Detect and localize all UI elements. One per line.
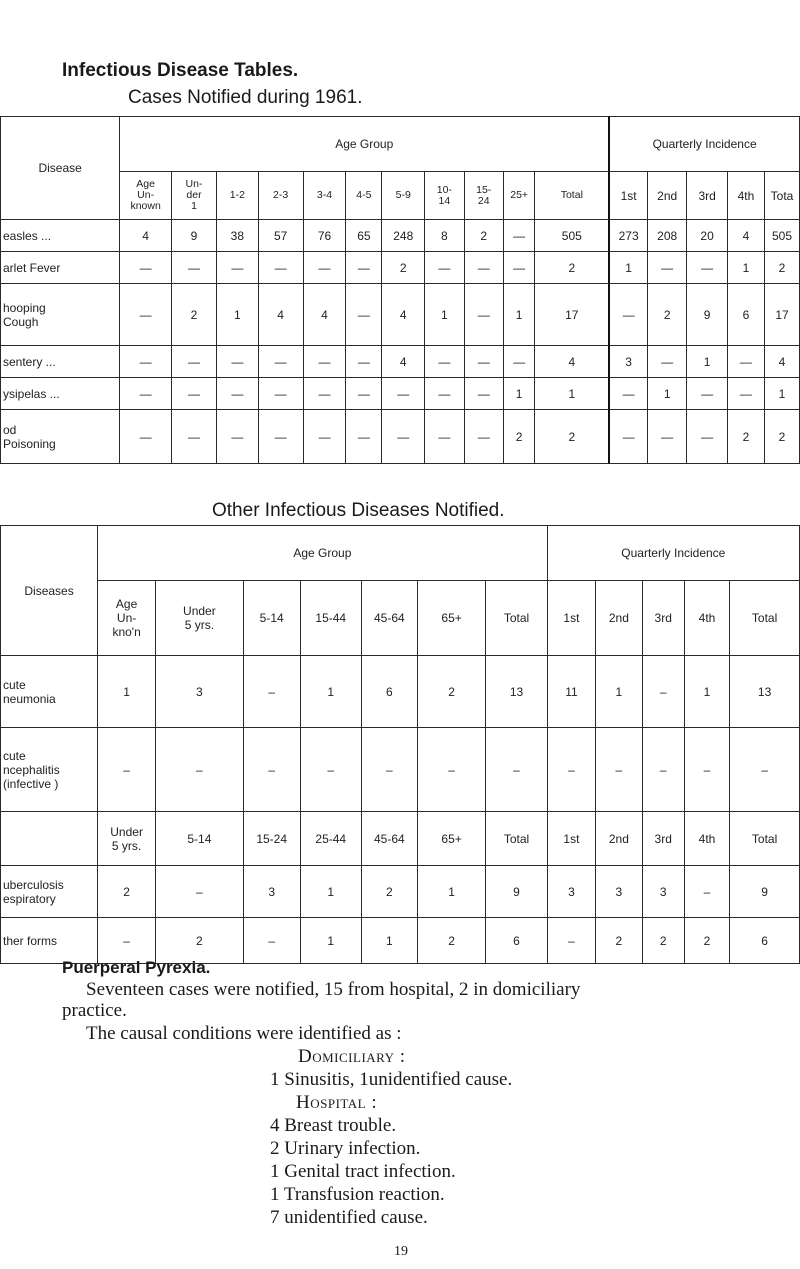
- column-header: Total: [486, 812, 547, 866]
- row-label: sentery ...: [1, 346, 120, 378]
- table-cell: 1: [425, 284, 464, 346]
- table-cell: 2: [535, 252, 609, 284]
- table-cell: –: [642, 656, 684, 728]
- table-cell: 2: [642, 918, 684, 964]
- table-row: [1, 866, 800, 918]
- table-row: [1, 220, 800, 252]
- table-cell: 6: [361, 656, 417, 728]
- hospital-label: Hospital :: [296, 1092, 378, 1113]
- table-cell: —: [425, 346, 464, 378]
- table-cell: 1: [764, 378, 799, 410]
- disease-header: Disease: [1, 117, 120, 220]
- table-cell: —: [687, 410, 728, 464]
- table-cell: —: [464, 284, 503, 346]
- table-cell: 13: [730, 656, 800, 728]
- table-cell: 17: [535, 284, 609, 346]
- table-cell: 2: [764, 410, 799, 464]
- table-cell: 2: [417, 656, 486, 728]
- table-cell: —: [120, 410, 172, 464]
- age-group-header: Age Group: [120, 117, 609, 172]
- table-cell: 65: [346, 220, 382, 252]
- table-cell: —: [687, 252, 728, 284]
- table-cell: 2: [684, 918, 729, 964]
- table-cell: 2: [535, 410, 609, 464]
- age-column-header: 2-3: [258, 172, 303, 220]
- table-cell: 11: [547, 656, 596, 728]
- age-column-header: 10- 14: [425, 172, 464, 220]
- table-row: [1, 252, 800, 284]
- table-cell: —: [172, 346, 217, 378]
- table-cell: 1: [687, 346, 728, 378]
- table-cell: 2: [503, 410, 535, 464]
- table-cell: —: [503, 252, 535, 284]
- table-cell: –: [684, 728, 729, 812]
- table-cell: —: [687, 378, 728, 410]
- row-label: od Poisoning: [1, 410, 120, 464]
- puerperal-heading: Puerperal Pyrexia.: [62, 958, 211, 977]
- column-header: Age Un- kno'n: [98, 581, 156, 656]
- table-cell: 3: [596, 866, 642, 918]
- table-cell: —: [647, 346, 686, 378]
- puerperal-line-1: Seventeen cases were notified, 15 from hospital, 2 in domiciliary: [86, 979, 581, 1000]
- table-cell: —: [647, 410, 686, 464]
- table-cell: —: [346, 252, 382, 284]
- table-cell: 273: [609, 220, 647, 252]
- table-cell: —: [217, 252, 259, 284]
- page-subtitle: Cases Notified during 1961.: [128, 87, 363, 108]
- table-cell: –: [730, 728, 800, 812]
- domiciliary-item: 1 Sinusitis, 1unidentified cause.: [270, 1069, 513, 1090]
- table-cell: –: [156, 728, 244, 812]
- table-cell: —: [425, 378, 464, 410]
- table-cell: —: [217, 410, 259, 464]
- table-cell: 1: [503, 378, 535, 410]
- table-cell: 4: [303, 284, 346, 346]
- table-cell: 3: [243, 866, 300, 918]
- table-cell: —: [303, 252, 346, 284]
- table-cell: 6: [727, 284, 764, 346]
- table-cell: –: [243, 656, 300, 728]
- table-cell: 505: [764, 220, 799, 252]
- hospital-item: 2 Urinary infection.: [270, 1138, 421, 1159]
- table-cell: –: [684, 866, 729, 918]
- row-label: easles ...: [1, 220, 120, 252]
- table-cell: 2: [417, 918, 486, 964]
- table-cell: —: [609, 378, 647, 410]
- table-cell: —: [258, 346, 303, 378]
- table-cell: 2: [727, 410, 764, 464]
- table-cell: —: [172, 252, 217, 284]
- table-cell: 2: [464, 220, 503, 252]
- table-cell: 2: [172, 284, 217, 346]
- table-cell: 248: [382, 220, 425, 252]
- table-cell: 505: [535, 220, 609, 252]
- table-cell: –: [547, 918, 596, 964]
- table-cell: 1: [98, 656, 156, 728]
- table-cell: —: [464, 410, 503, 464]
- other-diseases-title: Other Infectious Diseases Notified.: [212, 500, 505, 521]
- table-cell: —: [464, 346, 503, 378]
- column-header: Total: [730, 581, 800, 656]
- table-cell: —: [120, 252, 172, 284]
- hospital-item: 4 Breast trouble.: [270, 1115, 397, 1136]
- column-header: 3rd: [642, 581, 684, 656]
- column-header: 15-24: [243, 812, 300, 866]
- table-cell: 1: [727, 252, 764, 284]
- column-header: 3rd: [642, 812, 684, 866]
- table-cell: –: [547, 728, 596, 812]
- column-header: 2nd: [596, 812, 642, 866]
- table-cell: –: [596, 728, 642, 812]
- table-cell: —: [303, 410, 346, 464]
- row-label: hooping Cough: [1, 284, 120, 346]
- age-column-header: 25+: [503, 172, 535, 220]
- table-cell: —: [464, 378, 503, 410]
- puerperal-line-2: practice.: [62, 1000, 127, 1021]
- table-cell: 1: [535, 378, 609, 410]
- column-header: 1st: [547, 812, 596, 866]
- table-cell: —: [120, 378, 172, 410]
- table-row: [1, 346, 800, 378]
- table-cell: 4: [120, 220, 172, 252]
- quarterly-incidence-header: Quarterly Incidence: [609, 117, 799, 172]
- column-header: Total: [730, 812, 800, 866]
- table-cell: —: [503, 220, 535, 252]
- table-cell: 4: [258, 284, 303, 346]
- table-cell: 4: [727, 220, 764, 252]
- table-cell: –: [156, 866, 244, 918]
- table-cell: —: [120, 346, 172, 378]
- table-cell: —: [346, 284, 382, 346]
- table-row: [1, 284, 800, 346]
- table-cell: –: [243, 918, 300, 964]
- hospital-item: 7 unidentified cause.: [270, 1207, 428, 1228]
- cases-notified-table: [0, 116, 800, 464]
- table-cell: —: [120, 284, 172, 346]
- table-cell: –: [486, 728, 547, 812]
- table-cell: 76: [303, 220, 346, 252]
- row-label: uberculosis espiratory: [1, 866, 98, 918]
- age-column-header: 15- 24: [464, 172, 503, 220]
- row-label: arlet Fever: [1, 252, 120, 284]
- table-cell: 2: [156, 918, 244, 964]
- table-cell: —: [346, 410, 382, 464]
- age-column-header: 4-5: [346, 172, 382, 220]
- column-header: Total: [486, 581, 547, 656]
- column-header: 1st: [547, 581, 596, 656]
- table-cell: —: [647, 252, 686, 284]
- quarterly-incidence-header-2: Quarterly Incidence: [547, 526, 799, 581]
- table-cell: –: [98, 728, 156, 812]
- table-cell: —: [464, 252, 503, 284]
- row-label: cute neumonia: [1, 656, 98, 728]
- table-cell: 1: [300, 656, 361, 728]
- age-column-header: Age Un- known: [120, 172, 172, 220]
- table-cell: 1: [647, 378, 686, 410]
- column-header: Under 5 yrs.: [156, 581, 244, 656]
- hospital-item: 1 Genital tract infection.: [270, 1161, 456, 1182]
- table-cell: 1: [300, 866, 361, 918]
- table-cell: —: [303, 378, 346, 410]
- quarter-column-header: 4th: [727, 172, 764, 220]
- table-cell: –: [300, 728, 361, 812]
- table-cell: –: [417, 728, 486, 812]
- table-cell: —: [382, 378, 425, 410]
- age-group-header-2: Age Group: [98, 526, 548, 581]
- table-cell: 57: [258, 220, 303, 252]
- table-cell: 38: [217, 220, 259, 252]
- table-cell: 1: [417, 866, 486, 918]
- table-cell: —: [727, 378, 764, 410]
- table-cell: 4: [764, 346, 799, 378]
- table-cell: 1: [684, 656, 729, 728]
- table-cell: —: [258, 378, 303, 410]
- table-cell: 1: [217, 284, 259, 346]
- table-cell: 2: [361, 866, 417, 918]
- table-row: [1, 410, 800, 464]
- quarter-column-header: 2nd: [647, 172, 686, 220]
- table-cell: —: [258, 410, 303, 464]
- column-header: 2nd: [596, 581, 642, 656]
- table-cell: 3: [156, 656, 244, 728]
- column-header: 15-44: [300, 581, 361, 656]
- table-cell: —: [727, 346, 764, 378]
- column-header: 65+: [417, 581, 486, 656]
- row-label: ysipelas ...: [1, 378, 120, 410]
- table-cell: –: [361, 728, 417, 812]
- age-column-header: Total: [535, 172, 609, 220]
- hospital-item: 1 Transfusion reaction.: [270, 1184, 445, 1205]
- row-label: ther forms: [1, 918, 98, 964]
- table-cell: —: [217, 346, 259, 378]
- table-cell: —: [258, 252, 303, 284]
- table-cell: 1: [503, 284, 535, 346]
- table-cell: 13: [486, 656, 547, 728]
- page-title: Infectious Disease Tables.: [62, 60, 299, 81]
- empty-label-cell: [1, 812, 98, 866]
- quarter-column-header: 3rd: [687, 172, 728, 220]
- other-diseases-table: [0, 525, 800, 964]
- table-cell: 1: [609, 252, 647, 284]
- table-cell: —: [346, 346, 382, 378]
- table-cell: 9: [687, 284, 728, 346]
- table-cell: 6: [486, 918, 547, 964]
- age-column-header: 5-9: [382, 172, 425, 220]
- column-header: 45-64: [361, 812, 417, 866]
- column-header: 4th: [684, 812, 729, 866]
- page-number: 19: [394, 1244, 408, 1259]
- table-cell: –: [642, 728, 684, 812]
- table-cell: 3: [642, 866, 684, 918]
- column-header: 25-44: [300, 812, 361, 866]
- table-cell: —: [425, 252, 464, 284]
- table-cell: —: [217, 378, 259, 410]
- column-header: 4th: [684, 581, 729, 656]
- table-cell: —: [382, 410, 425, 464]
- table-cell: 2: [98, 866, 156, 918]
- age-column-header: Un- der 1: [172, 172, 217, 220]
- age-column-header: 1-2: [217, 172, 259, 220]
- table-row: [1, 918, 800, 964]
- table-cell: –: [243, 728, 300, 812]
- table-cell: —: [609, 410, 647, 464]
- table-cell: 9: [172, 220, 217, 252]
- table-cell: 8: [425, 220, 464, 252]
- table-cell: 2: [596, 918, 642, 964]
- puerperal-line-3: The causal conditions were identified as :: [86, 1023, 402, 1044]
- table-cell: —: [609, 284, 647, 346]
- table-cell: —: [425, 410, 464, 464]
- quarter-column-header: Tota: [764, 172, 799, 220]
- table-cell: —: [346, 378, 382, 410]
- column-header: 65+: [417, 812, 486, 866]
- table-cell: 4: [382, 346, 425, 378]
- table-cell: —: [172, 410, 217, 464]
- table-cell: 1: [361, 918, 417, 964]
- column-header: 5-14: [156, 812, 244, 866]
- column-header: 5-14: [243, 581, 300, 656]
- table-cell: 1: [596, 656, 642, 728]
- table-cell: 9: [730, 866, 800, 918]
- column-header: 45-64: [361, 581, 417, 656]
- table-row: [1, 378, 800, 410]
- table-cell: 3: [609, 346, 647, 378]
- table-cell: —: [303, 346, 346, 378]
- table-cell: 2: [647, 284, 686, 346]
- age-column-header: 3-4: [303, 172, 346, 220]
- table-cell: 1: [300, 918, 361, 964]
- diseases-header: Diseases: [1, 526, 98, 656]
- table-row: [1, 656, 800, 728]
- table-cell: –: [98, 918, 156, 964]
- table-cell: —: [503, 346, 535, 378]
- table-cell: 208: [647, 220, 686, 252]
- table-cell: 9: [486, 866, 547, 918]
- table-cell: 4: [535, 346, 609, 378]
- table-cell: 6: [730, 918, 800, 964]
- table-cell: 2: [764, 252, 799, 284]
- table-cell: —: [172, 378, 217, 410]
- domiciliary-label: Domiciliary :: [298, 1046, 406, 1067]
- table-cell: 3: [547, 866, 596, 918]
- quarter-column-header: 1st: [609, 172, 647, 220]
- row-label: cute ncephalitis (infective ): [1, 728, 98, 812]
- table-cell: 4: [382, 284, 425, 346]
- table-cell: 20: [687, 220, 728, 252]
- table-cell: 17: [764, 284, 799, 346]
- table-cell: 2: [382, 252, 425, 284]
- column-header: Under 5 yrs.: [98, 812, 156, 866]
- table-row: [1, 728, 800, 812]
